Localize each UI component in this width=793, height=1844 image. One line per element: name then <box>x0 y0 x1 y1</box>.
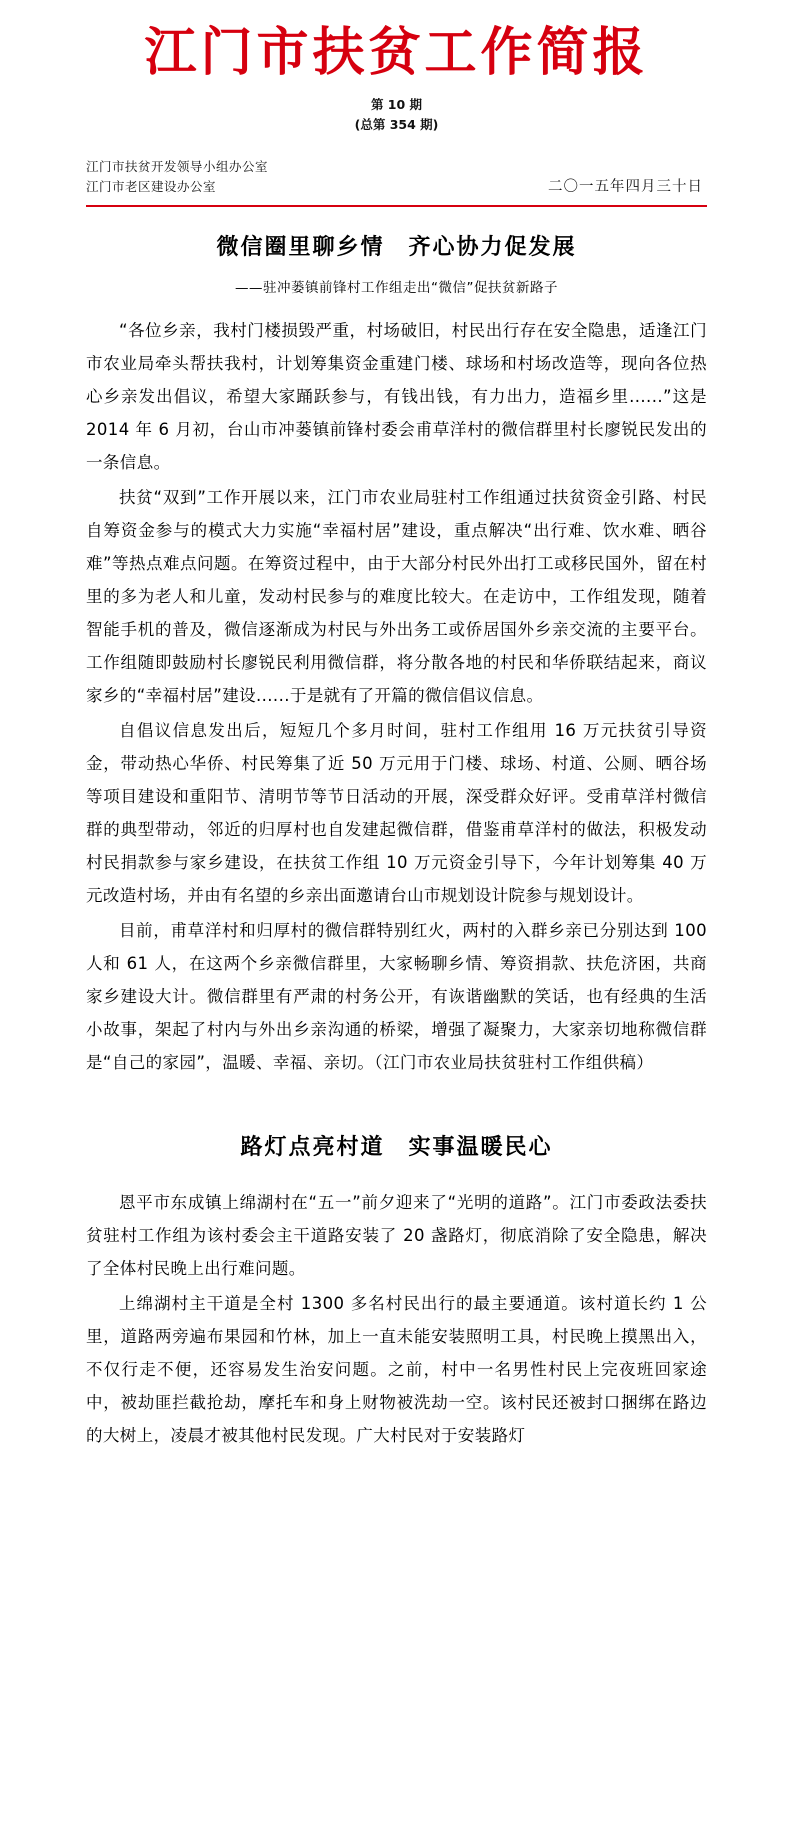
article-paragraph: 目前，甫草洋村和归厚村的微信群特别红火，两村的入群乡亲已分别达到 100 人和 61 人，在这两个乡亲微信群里，大家畅聊乡情、筹资捐款、扶危济困，共商家乡建设大计。微信群里有严肃的村务公开，有诙谐幽默的笑话，也有经典的生活小故事，架起了村内与外出乡亲沟通的桥梁，增强了凝聚力，大家亲切地称微信群是“自己的家园”，温暖、幸福、亲切。（江门市农业局扶贫驻村工作组供稿） <box>86 920 707 1072</box>
article-paragraph: 扶贫“双到”工作开展以来，江门市农业局驻村工作组通过扶贫资金引路、村民自筹资金参与的模式大力实施“幸福村居”建设，重点解决“出行难、饮水难、晒谷难”等热点难点问题。在筹资过程中，由于大部分村民外出打工或移民国外，留在村里的多为老人和儿童，发动村民参与的难度比较大。在走访中，工作组发现，随着智能手机的普及，微信逐渐成为村民与外出务工或侨居国外乡亲交流的主要平台。工作组随即鼓励村长廖锐民利用微信群，将分散各地的村民和华侨联结起来，商议家乡的“幸福村居”建设......于是就有了开篇的微信倡议信息。 <box>86 487 707 705</box>
article-title: 微信圈里聊乡情 齐心协力促发展 <box>216 234 577 260</box>
issue-total-number: (总第 354 期) <box>354 116 439 132</box>
article-paragraph: 恩平市东成镇上绵湖村在“五一”前夕迎来了“光明的道路”。江门市委政法委扶贫驻村工作组为该村委会主干道路安装了 20 盏路灯，彻底消除了安全隐患，解决了全体村民晚上出行难问题。 <box>86 1192 707 1278</box>
article-second <box>86 1133 707 1452</box>
article-paragraph: 上绵湖村主干道是全村 1300 多名村民出行的最主要通道。该村道长约 1 公里，道路两旁遍布果园和竹林，加上一直未能安装照明工具，村民晚上摸黑出入，不仅行走不便，还容易发生治安问题。之前，村中一名男性村民上完夜班回家途中，被劫匪拦截抢劫，摩托车和身上财物被洗劫一空。该村民还被封口捆绑在路边的大树上，凌晨才被其他村民发现。广大村民对于安装路灯 <box>86 1293 707 1445</box>
publication-date: 二〇一五年四月三十日 <box>548 178 703 195</box>
masthead-title: 江门市扶贫工作简报 <box>144 23 649 83</box>
header-org-row <box>86 157 707 198</box>
issuing-organizations <box>86 157 268 198</box>
page-bottom-spacer <box>86 1452 707 1470</box>
organization-line-2: 江门市老区建设办公室 <box>86 179 217 195</box>
article-paragraph: 自倡议信息发出后，短短几个多月时间，驻村工作组用 16 万元扶贫引导资金，带动热心华侨、村民筹集了近 50 万元用于门楼、球场、村道、公厕、晒谷场等项目建设和重阳节、清明节等节日活动的开展，深受群众好评。受甫草洋村微信群的典型带动，邻近的归厚村也自发建起微信群，借鉴甫草洋村的做法，积极发动村民捐款参与家乡建设，在扶贫工作组 10 万元资金引导下，今年计划筹集 40 万元改造村场，并由有名望的乡亲出面邀请台山市规划设计院参与规划设计。 <box>86 720 707 905</box>
header-divider <box>86 205 707 207</box>
article-body <box>86 1186 707 1452</box>
issue-number: 第 10 期 <box>370 97 423 113</box>
article-title: 路灯点亮村道 实事温暖民心 <box>240 1134 553 1160</box>
issue-info <box>86 96 707 135</box>
article-paragraph: “各位乡亲，我村门楼损毁严重，村场破旧，村民出行存在安全隐患，适逢江门市农业局牵头帮扶我村，计划筹集资金重建门楼、球场和村场改造等，现向各位热心乡亲发出倡议，希望大家踊跃参与，有钱出钱，有力出力，造福乡里......”这是 2014 年 6 月初，台山市冲蒌镇前锋村委会甫草洋村的微信群里村长廖锐民发出的一条信息。 <box>86 320 707 472</box>
organization-line-1: 江门市扶贫开发领导小组办公室 <box>86 158 269 174</box>
article-first <box>86 233 707 1079</box>
article-body <box>86 314 707 1079</box>
article-subtitle: ——驻冲蒌镇前锋村工作组走出“微信”促扶贫新路子 <box>235 279 558 296</box>
